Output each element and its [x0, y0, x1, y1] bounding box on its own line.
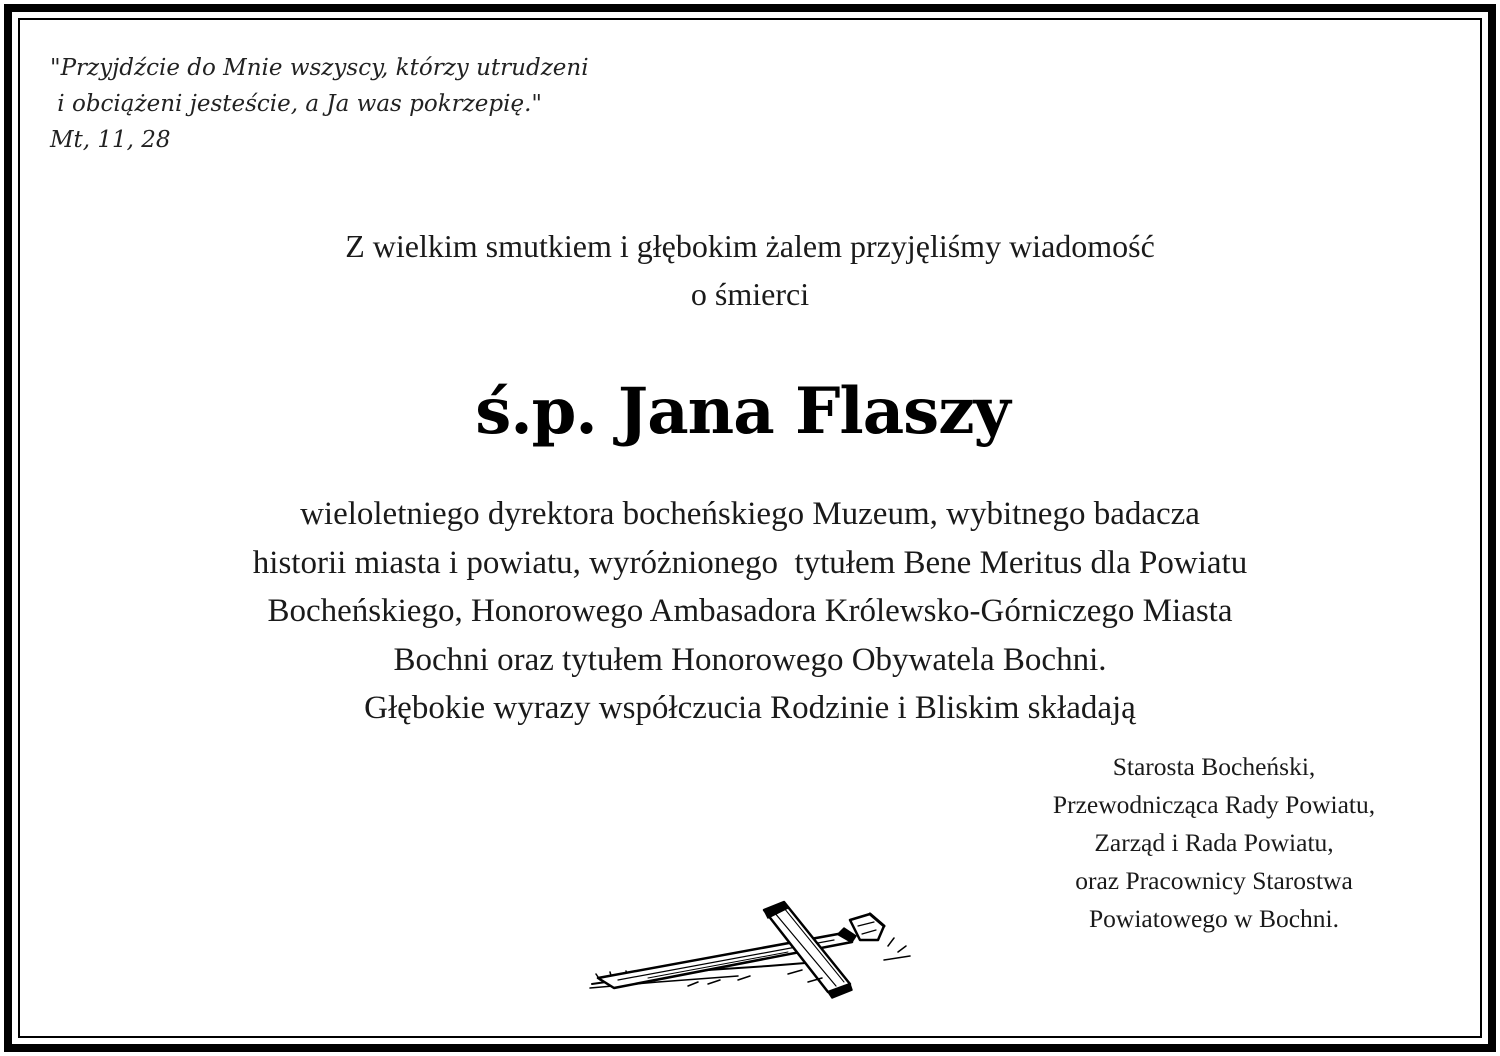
quote-line-2: i obciążeni jesteście, a Ja was pokrzepię."	[50, 91, 542, 117]
announcement-intro	[0, 222, 1500, 318]
fallen-cross-icon	[588, 896, 914, 1000]
quote-line-1: "Przyjdźcie do Mnie wszyscy, którzy utrudzeni	[50, 55, 589, 81]
description-line-3: Bocheńskiego, Honorowego Ambasadora Królewsko-Górniczego Miasta	[267, 593, 1233, 629]
bible-quote	[50, 50, 750, 158]
signatories	[1014, 748, 1414, 938]
signatory-line-5: Powiatowego w Bochni.	[1088, 904, 1340, 933]
description-line-1: wieloletniego dyrektora bocheńskiego Muzeum, wybitnego badacza	[300, 496, 1200, 532]
deceased-description	[0, 490, 1500, 733]
deceased-name: ś.p. Jana Flaszy	[475, 374, 1010, 449]
condolences-line: Głębokie wyrazy współczucia Rodzinie i Bliskim składają	[364, 690, 1136, 726]
signatory-line-3: Zarząd i Rada Powiatu,	[1094, 828, 1334, 857]
quote-reference: Mt, 11, 28	[50, 127, 171, 153]
intro-line-2: o śmierci	[690, 276, 810, 312]
signatory-line-1: Starosta Bocheński,	[1112, 752, 1316, 781]
description-line-4: Bochni oraz tytułem Honorowego Obywatela Bochni.	[393, 641, 1107, 678]
description-line-2: historii miasta i powiatu, wyróżnionego tytułem Bene Meritus dla Powiatu	[252, 544, 1248, 581]
intro-line-1: Z wielkim smutkiem i głębokim żalem przyjęliśmy wiadomość	[345, 228, 1155, 264]
signatory-line-2: Przewodnicząca Rady Powiatu,	[1052, 790, 1376, 819]
signatory-line-4: oraz Pracownicy Starostwa	[1075, 866, 1353, 895]
